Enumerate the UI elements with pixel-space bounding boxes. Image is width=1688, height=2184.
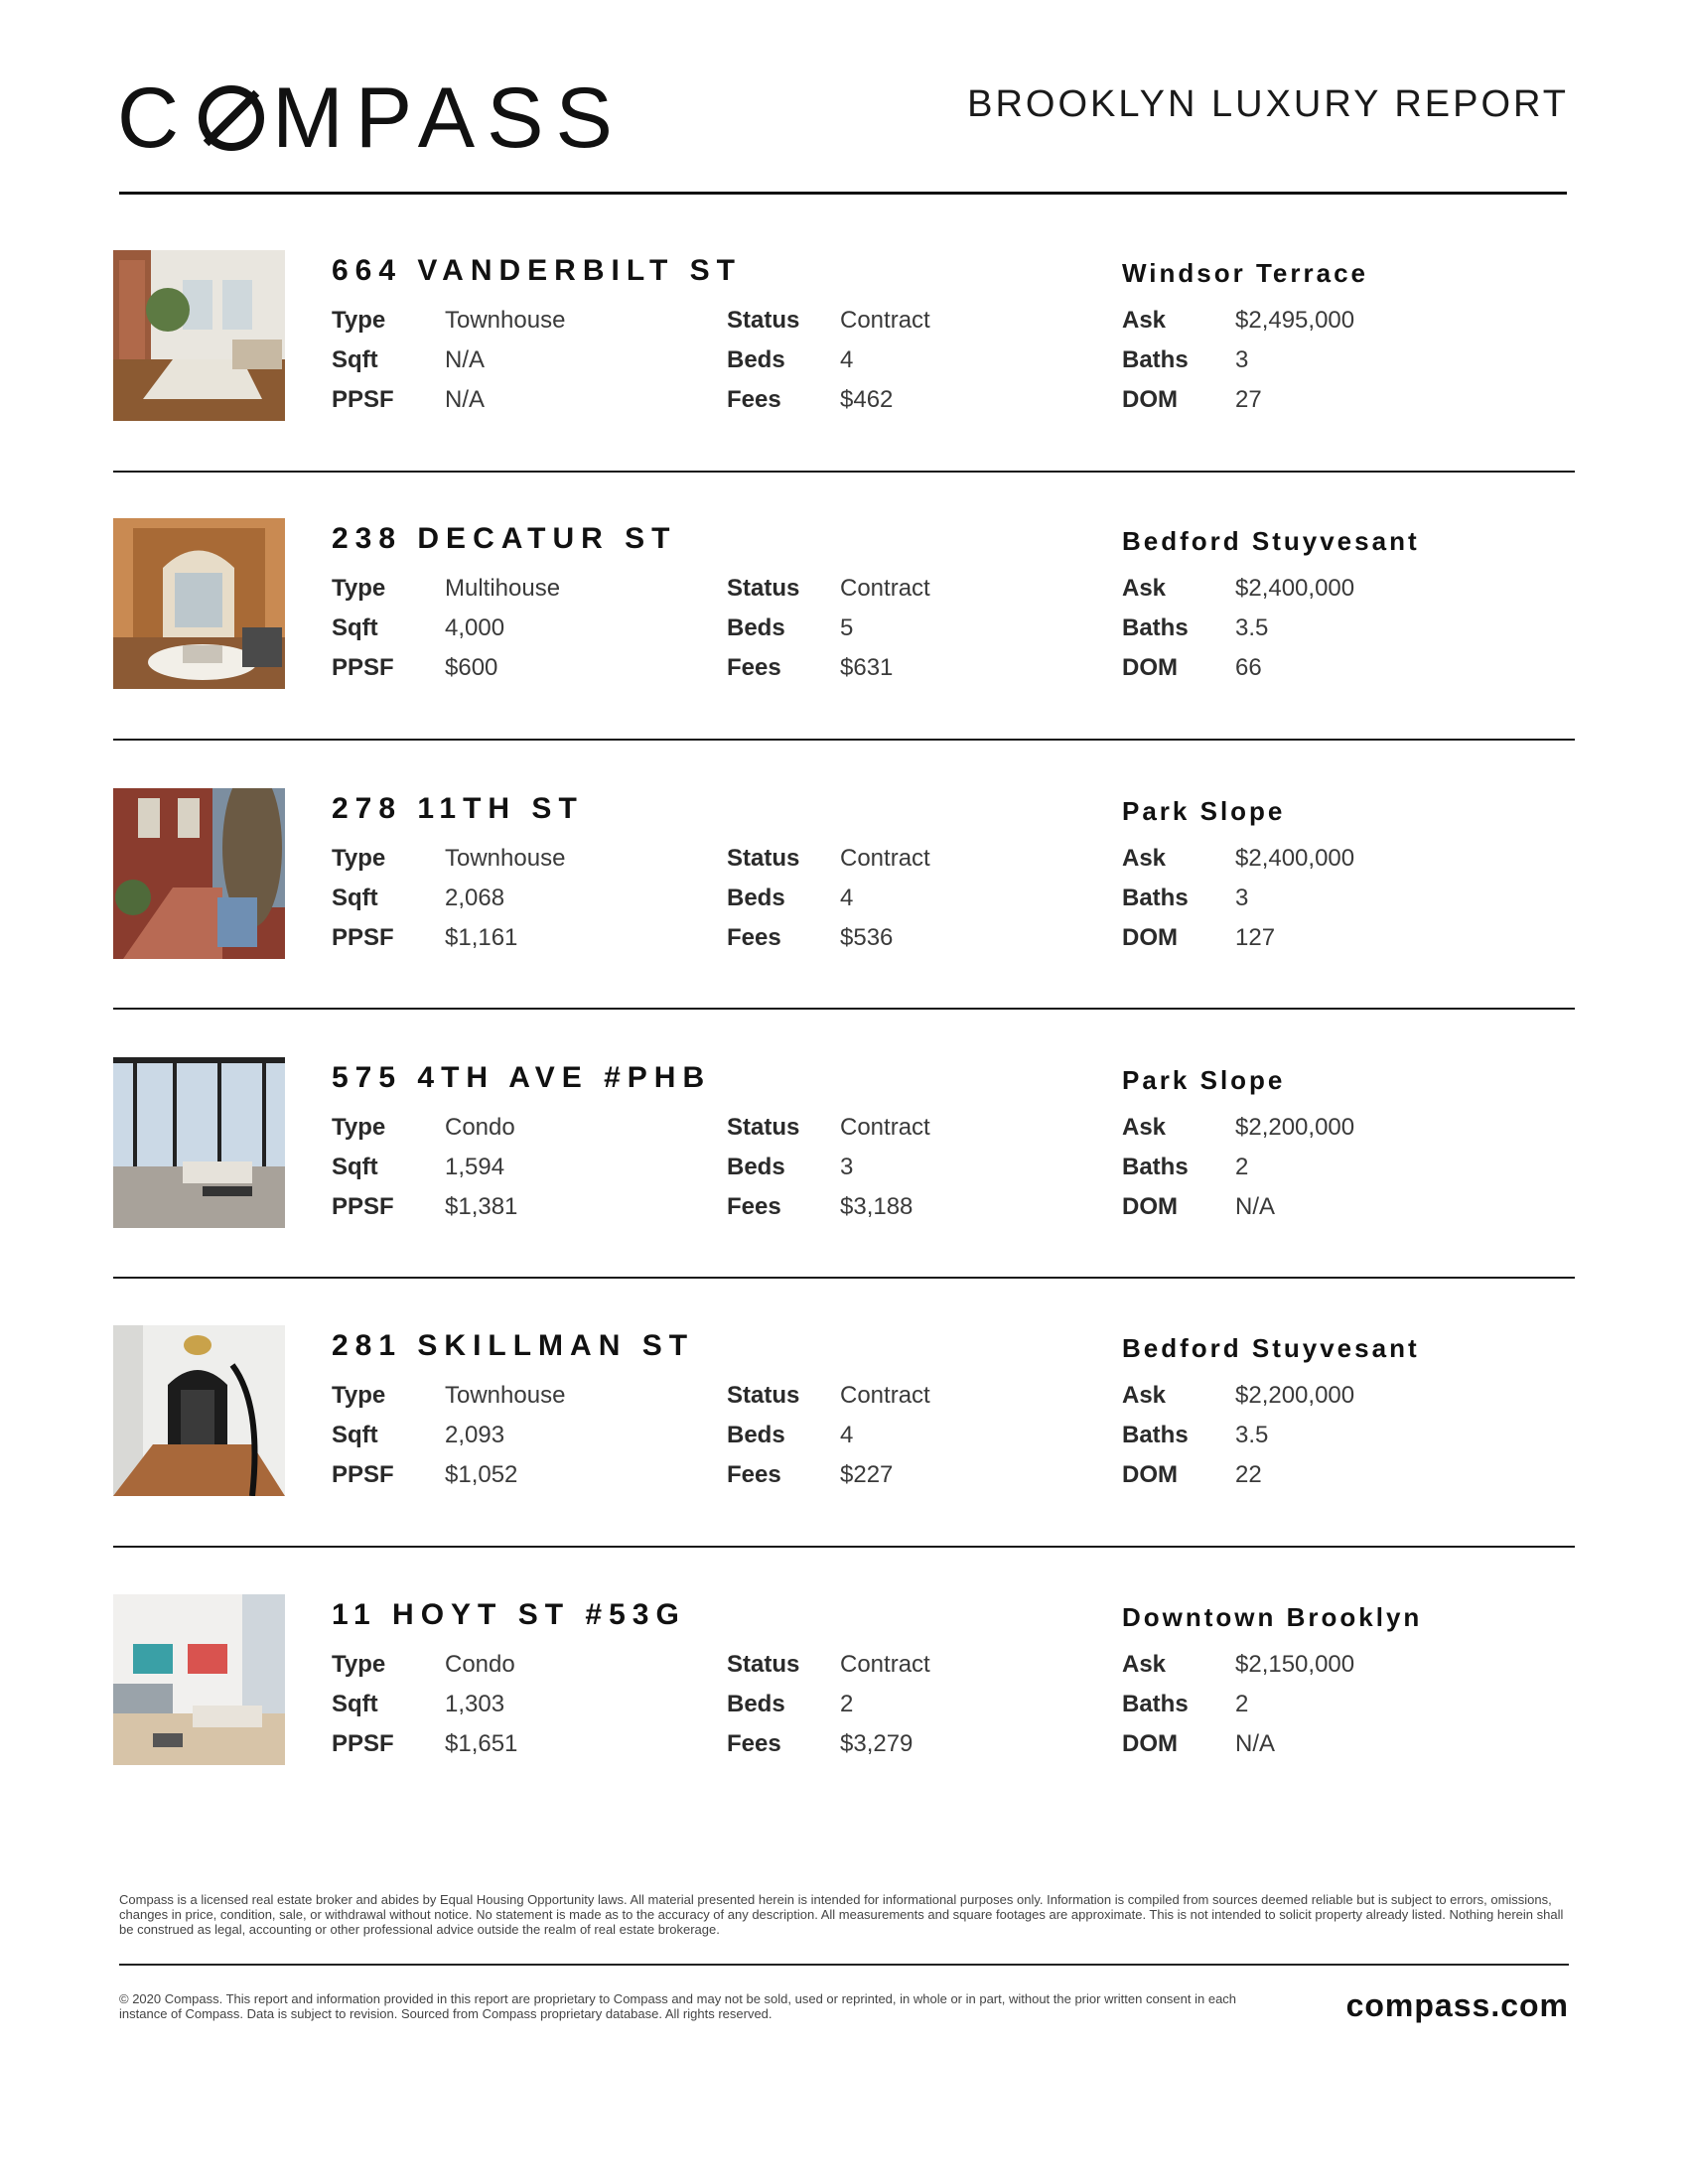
label-sqft: Sqft bbox=[332, 885, 378, 911]
listing-divider bbox=[113, 1277, 1575, 1279]
value-ask: $2,200,000 bbox=[1235, 1382, 1355, 1409]
value-fees: $462 bbox=[840, 386, 894, 413]
listing-address: 664 VANDERBILT ST bbox=[332, 254, 742, 287]
footer-divider bbox=[119, 1964, 1569, 1966]
label-sqft: Sqft bbox=[332, 1691, 378, 1717]
listing-divider bbox=[113, 471, 1575, 473]
label-beds: Beds bbox=[727, 1154, 785, 1180]
value-sqft: 2,068 bbox=[445, 885, 505, 911]
label-type: Type bbox=[332, 1651, 386, 1678]
label-fees: Fees bbox=[727, 1730, 781, 1757]
listing-address: 238 DECATUR ST bbox=[332, 522, 677, 555]
label-baths: Baths bbox=[1122, 1691, 1189, 1717]
value-ppsf: $600 bbox=[445, 654, 498, 681]
value-sqft: N/A bbox=[445, 346, 486, 373]
value-beds: 5 bbox=[840, 614, 854, 641]
label-sqft: Sqft bbox=[332, 1422, 378, 1448]
label-ppsf: PPSF bbox=[332, 386, 394, 413]
penthouse-living-photo-icon bbox=[113, 1057, 285, 1228]
label-type: Type bbox=[332, 845, 386, 872]
value-ask: $2,400,000 bbox=[1235, 845, 1355, 872]
label-beds: Beds bbox=[727, 1691, 785, 1717]
parlor-photo-icon bbox=[113, 518, 285, 689]
condo-living-photo-icon bbox=[113, 1594, 285, 1765]
value-type: Townhouse bbox=[445, 845, 566, 872]
value-status: Contract bbox=[840, 1651, 930, 1678]
value-type: Condo bbox=[445, 1651, 515, 1678]
listing-row bbox=[113, 1057, 1575, 1228]
listing-address: 281 SKILLMAN ST bbox=[332, 1329, 695, 1362]
value-status: Contract bbox=[840, 575, 930, 602]
header-divider bbox=[119, 192, 1567, 195]
label-dom: DOM bbox=[1122, 1730, 1178, 1757]
listing-neighborhood: Downtown Brooklyn bbox=[1122, 1602, 1423, 1632]
value-status: Contract bbox=[840, 307, 930, 334]
label-baths: Baths bbox=[1122, 1154, 1189, 1180]
listing-neighborhood: Bedford Stuyvesant bbox=[1122, 1333, 1420, 1363]
value-ppsf: $1,161 bbox=[445, 924, 518, 951]
label-ask: Ask bbox=[1122, 1651, 1167, 1678]
listing-photo bbox=[113, 1057, 285, 1228]
label-type: Type bbox=[332, 1382, 386, 1409]
label-baths: Baths bbox=[1122, 346, 1189, 373]
label-status: Status bbox=[727, 307, 800, 334]
listing-address: 278 11TH ST bbox=[332, 792, 584, 825]
listing-neighborhood: Park Slope bbox=[1122, 1065, 1286, 1095]
label-beds: Beds bbox=[727, 614, 785, 641]
value-sqft: 4,000 bbox=[445, 614, 505, 641]
label-type: Type bbox=[332, 307, 386, 334]
label-ask: Ask bbox=[1122, 845, 1167, 872]
value-dom: 66 bbox=[1235, 654, 1262, 681]
label-baths: Baths bbox=[1122, 614, 1189, 641]
listing-divider bbox=[113, 1546, 1575, 1548]
listing-divider bbox=[113, 739, 1575, 741]
value-beds: 3 bbox=[840, 1154, 854, 1180]
label-sqft: Sqft bbox=[332, 614, 378, 641]
value-beds: 4 bbox=[840, 346, 854, 373]
value-baths: 2 bbox=[1235, 1154, 1249, 1180]
value-ppsf: $1,651 bbox=[445, 1730, 518, 1757]
value-baths: 3 bbox=[1235, 346, 1249, 373]
label-dom: DOM bbox=[1122, 654, 1178, 681]
listing-photo bbox=[113, 250, 285, 421]
value-sqft: 2,093 bbox=[445, 1422, 505, 1448]
legal-disclaimer: Compass is a licensed real estate broker and abides by Equal Housing Opportunity laws. All material presented herein is intended for informational purposes only. Information is compiled from sources deemed reliable but is subject to errors, omissions, changes in price, condition, sale, or withdrawal without notice. No statement is made as to the accuracy of any description. All measurements and square footages are approximate. This is not intended to solicit property already listed. Nothing herein shall be construed as legal, accounting or other professional advice outside the realm of real estate brokerage. bbox=[119, 1892, 1564, 1937]
brownstone-exterior-photo-icon bbox=[113, 788, 285, 959]
entry-hall-photo-icon bbox=[113, 1325, 285, 1496]
value-dom: N/A bbox=[1235, 1730, 1276, 1757]
listing-neighborhood: Windsor Terrace bbox=[1122, 258, 1369, 288]
value-fees: $3,188 bbox=[840, 1193, 914, 1220]
listing-photo bbox=[113, 518, 285, 689]
listing-row bbox=[113, 788, 1575, 959]
value-ask: $2,200,000 bbox=[1235, 1114, 1355, 1141]
value-status: Contract bbox=[840, 845, 930, 872]
listing-photo bbox=[113, 788, 285, 959]
label-status: Status bbox=[727, 845, 800, 872]
label-status: Status bbox=[727, 1114, 800, 1141]
label-baths: Baths bbox=[1122, 1422, 1189, 1448]
value-sqft: 1,594 bbox=[445, 1154, 505, 1180]
label-dom: DOM bbox=[1122, 386, 1178, 413]
compass-logo: C MPASS bbox=[117, 69, 625, 166]
label-sqft: Sqft bbox=[332, 346, 378, 373]
label-ppsf: PPSF bbox=[332, 1193, 394, 1220]
label-type: Type bbox=[332, 1114, 386, 1141]
report-title: BROOKLYN LUXURY REPORT bbox=[967, 83, 1569, 125]
label-fees: Fees bbox=[727, 654, 781, 681]
label-status: Status bbox=[727, 575, 800, 602]
label-ppsf: PPSF bbox=[332, 1730, 394, 1757]
listing-photo bbox=[113, 1594, 285, 1765]
listing-neighborhood: Bedford Stuyvesant bbox=[1122, 526, 1420, 556]
label-ask: Ask bbox=[1122, 307, 1167, 334]
value-ppsf: $1,052 bbox=[445, 1461, 518, 1488]
value-dom: 27 bbox=[1235, 386, 1262, 413]
label-ask: Ask bbox=[1122, 1382, 1167, 1409]
value-type: Townhouse bbox=[445, 1382, 566, 1409]
label-beds: Beds bbox=[727, 885, 785, 911]
value-dom: 127 bbox=[1235, 924, 1276, 951]
listing-divider bbox=[113, 1008, 1575, 1010]
listing-neighborhood: Park Slope bbox=[1122, 796, 1286, 826]
label-ask: Ask bbox=[1122, 1114, 1167, 1141]
value-type: Townhouse bbox=[445, 307, 566, 334]
label-sqft: Sqft bbox=[332, 1154, 378, 1180]
label-beds: Beds bbox=[727, 1422, 785, 1448]
value-status: Contract bbox=[840, 1382, 930, 1409]
listing-row bbox=[113, 250, 1575, 421]
label-ask: Ask bbox=[1122, 575, 1167, 602]
listing-row bbox=[113, 1594, 1575, 1765]
copyright-notice: © 2020 Compass. This report and information provided in this report are proprietary to Compass and may not be sold, used or reprinted, in whole or in part, without the prior written consent in each instance of Compass. Data is subject to revision. Sourced from Compass proprietary database. All rights reserved. bbox=[119, 1991, 1237, 2021]
label-type: Type bbox=[332, 575, 386, 602]
listing-row bbox=[113, 1325, 1575, 1496]
value-fees: $536 bbox=[840, 924, 894, 951]
label-beds: Beds bbox=[727, 346, 785, 373]
label-fees: Fees bbox=[727, 386, 781, 413]
label-baths: Baths bbox=[1122, 885, 1189, 911]
listing-row bbox=[113, 518, 1575, 689]
label-dom: DOM bbox=[1122, 1193, 1178, 1220]
value-dom: N/A bbox=[1235, 1193, 1276, 1220]
value-baths: 3.5 bbox=[1235, 1422, 1269, 1448]
listing-address: 575 4TH AVE #PHB bbox=[332, 1061, 712, 1094]
website-link[interactable]: compass.com bbox=[1345, 1987, 1569, 2023]
value-fees: $631 bbox=[840, 654, 894, 681]
value-type: Condo bbox=[445, 1114, 515, 1141]
value-sqft: 1,303 bbox=[445, 1691, 505, 1717]
listing-address: 11 HOYT ST #53G bbox=[332, 1598, 686, 1631]
label-fees: Fees bbox=[727, 1461, 781, 1488]
label-status: Status bbox=[727, 1651, 800, 1678]
value-status: Contract bbox=[840, 1114, 930, 1141]
value-type: Multihouse bbox=[445, 575, 561, 602]
value-ppsf: $1,381 bbox=[445, 1193, 518, 1220]
label-dom: DOM bbox=[1122, 924, 1178, 951]
label-dom: DOM bbox=[1122, 1461, 1178, 1488]
value-fees: $3,279 bbox=[840, 1730, 914, 1757]
value-ask: $2,495,000 bbox=[1235, 307, 1355, 334]
listing-photo bbox=[113, 1325, 285, 1496]
label-fees: Fees bbox=[727, 1193, 781, 1220]
logo-compass-o-icon bbox=[199, 85, 264, 151]
value-fees: $227 bbox=[840, 1461, 894, 1488]
label-ppsf: PPSF bbox=[332, 1461, 394, 1488]
living-room-photo-icon bbox=[113, 250, 285, 421]
value-baths: 3.5 bbox=[1235, 614, 1269, 641]
value-ask: $2,400,000 bbox=[1235, 575, 1355, 602]
label-ppsf: PPSF bbox=[332, 654, 394, 681]
label-ppsf: PPSF bbox=[332, 924, 394, 951]
value-beds: 2 bbox=[840, 1691, 854, 1717]
value-baths: 3 bbox=[1235, 885, 1249, 911]
value-beds: 4 bbox=[840, 885, 854, 911]
value-ask: $2,150,000 bbox=[1235, 1651, 1355, 1678]
value-dom: 22 bbox=[1235, 1461, 1262, 1488]
label-fees: Fees bbox=[727, 924, 781, 951]
value-beds: 4 bbox=[840, 1422, 854, 1448]
value-baths: 2 bbox=[1235, 1691, 1249, 1717]
label-status: Status bbox=[727, 1382, 800, 1409]
value-ppsf: N/A bbox=[445, 386, 486, 413]
